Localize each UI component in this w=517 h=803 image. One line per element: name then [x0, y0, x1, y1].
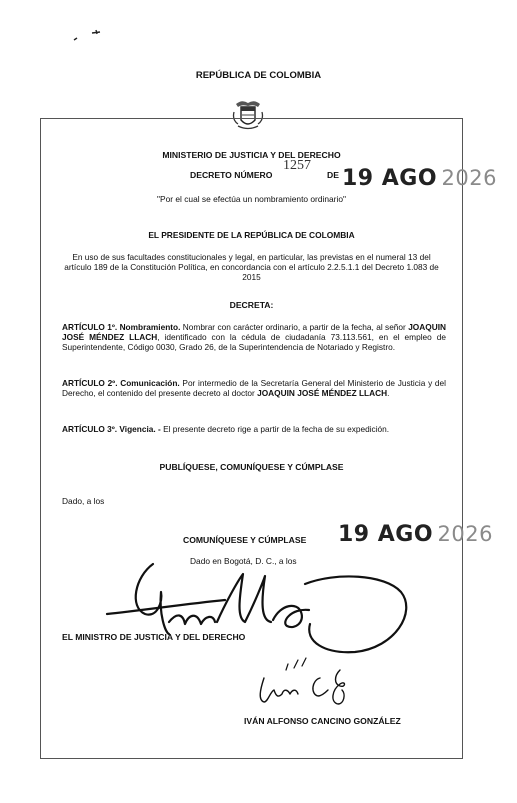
minister-signature	[250, 650, 360, 710]
decree-subject: "Por el cual se efectúa un nombramiento ordinario"	[157, 194, 346, 204]
article-1-name: JOAQUIN JOSÉ MÉNDEZ LLACH	[62, 322, 446, 343]
article-1-title: ARTÍCULO 1º. Nombramiento.	[62, 322, 181, 332]
article-1-text-b: , identificado con la cédula de ciudadanía 73.113.561, en el empleo de Superintendente, Código 0030, Grado 26, de la Superintendencia de Notariado y Registro.	[62, 332, 446, 353]
dado-a-los: Dado, a los	[62, 496, 105, 506]
comuniquese-heading: COMUNÍQUESE Y CÚMPLASE	[183, 535, 307, 545]
decree-number-label: DECRETO NÚMERO	[190, 170, 273, 180]
minister-title: EL MINISTRO DE JUSTICIA Y DEL DERECHO	[62, 632, 246, 642]
stray-mark	[70, 27, 110, 43]
article-1-text-a: Nombrar con carácter ordinario, a partir de la fecha, al señor	[180, 322, 409, 332]
article-2-name: JOAQUIN JOSÉ MÉNDEZ LLACH	[257, 388, 388, 399]
president-signature	[105, 552, 425, 662]
dado-bogota: Dado en Bogotá, D. C., a los	[190, 556, 297, 566]
article-1	[62, 322, 446, 353]
article-2	[62, 378, 446, 398]
decree-de-label: DE	[327, 170, 339, 180]
ministry-name: MINISTERIO DE JUSTICIA Y DEL DERECHO	[162, 150, 341, 160]
decree-number-value: 1257	[283, 158, 311, 173]
article-2-title: ARTÍCULO 2º. Comunicación.	[62, 378, 180, 388]
article-3	[62, 424, 446, 434]
president-heading: EL PRESIDENTE DE LA REPÚBLICA DE COLOMBIA	[148, 230, 355, 240]
decree-date-stamp: 19 AGO 2026	[342, 166, 497, 191]
article-2-text-b: .	[387, 388, 390, 399]
article-2-text-a: Por intermedio de la Secretaría General del Ministerio de Justicia y del Derecho, el contenido del presente decreto al doctor	[62, 378, 447, 399]
closing-date-stamp: 19 AGO 2026	[338, 522, 493, 547]
publish-heading: PUBLÍQUESE, COMUNÍQUESE Y CÚMPLASE	[159, 462, 344, 472]
preamble: En uso de sus facultades constitucionales y legal, en particular, las previstas en el numeral 13 del artículo 189 de la Constitución Política, en concordancia con el artículo 2.2.5.1.1 del Decreto 1.083 de 2015	[64, 252, 439, 283]
minister-name: IVÁN ALFONSO CANCINO GONZÁLEZ	[244, 716, 401, 726]
country-title: REPÚBLICA DE COLOMBIA	[195, 70, 322, 81]
article-3-title: ARTÍCULO 3º. Vigencia. -	[62, 424, 161, 434]
decreta-heading: DECRETA:	[229, 300, 274, 310]
article-3-text: El presente decreto rige a partir de la fecha de su expedición.	[160, 424, 390, 434]
